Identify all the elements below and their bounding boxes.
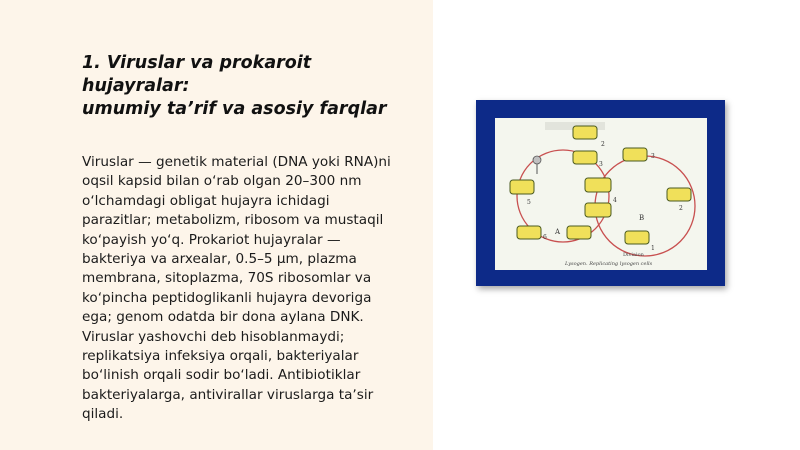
step-number: 2 xyxy=(601,141,605,148)
figure-caption: Lysogen. Replicating lysogen cells xyxy=(565,261,653,267)
step-number: 3 xyxy=(651,153,655,160)
phage-icon xyxy=(533,156,541,164)
slide-body: Viruslar — genetik material (DNA yoki RNA)ni oqsil kapsid bilan oʻrab olgan 20–300 nm oʻlchamdagi obligat hujayra ichidagi parazitlar; metabolizm, ribosom va mustaqil koʻpayish yoʻq. Prokariot hujayralar — bakteriya va arxealar, 0.5–5 µm, plazma membrana, sitoplazma, 70S ribosomlar va koʻpincha peptidoglikanli hujayra devoriga ega; genom odatda bir dona aylana DNK. Viruslar yashovchi deb hisoblanmaydi; replikatsiya infeksiya orqali, bakteriyalar boʻlinish orqali sodir boʻladi. Antibiotiklar bakteriyalarga, antivirallar viruslarga taʼsir qiladi. xyxy=(82,154,391,423)
step-number: 2 xyxy=(679,205,683,212)
slide-title: 1. Viruslar va prokaroit hujayralar: umumiy taʼrif va asosiy farqlar xyxy=(82,53,387,119)
lytic-lysogenic-cycle-diagram xyxy=(495,118,707,270)
step-number: 5 xyxy=(527,199,531,206)
bacterium-cell xyxy=(625,231,649,244)
bursting-cell xyxy=(510,180,534,194)
step-number: 6 xyxy=(543,234,547,241)
step-number: 3 xyxy=(599,161,603,168)
bacterium-cell xyxy=(623,148,647,161)
cycle-a-label: A xyxy=(555,228,561,236)
step-number: 1 xyxy=(651,245,655,252)
bacterium-cell xyxy=(585,203,611,217)
fragment-label: Diviaion xyxy=(623,252,644,258)
bacterium-cell xyxy=(567,226,591,239)
bacterium-cell xyxy=(573,126,597,139)
bacterium-cell xyxy=(585,178,611,192)
cycle-diagram-svg xyxy=(495,118,707,270)
bacterium-cell xyxy=(667,188,691,201)
step-number: 4 xyxy=(613,197,617,204)
bacterium-cell xyxy=(573,151,597,164)
cycle-b-label: B xyxy=(639,214,645,222)
bacterium-cell xyxy=(517,226,541,239)
